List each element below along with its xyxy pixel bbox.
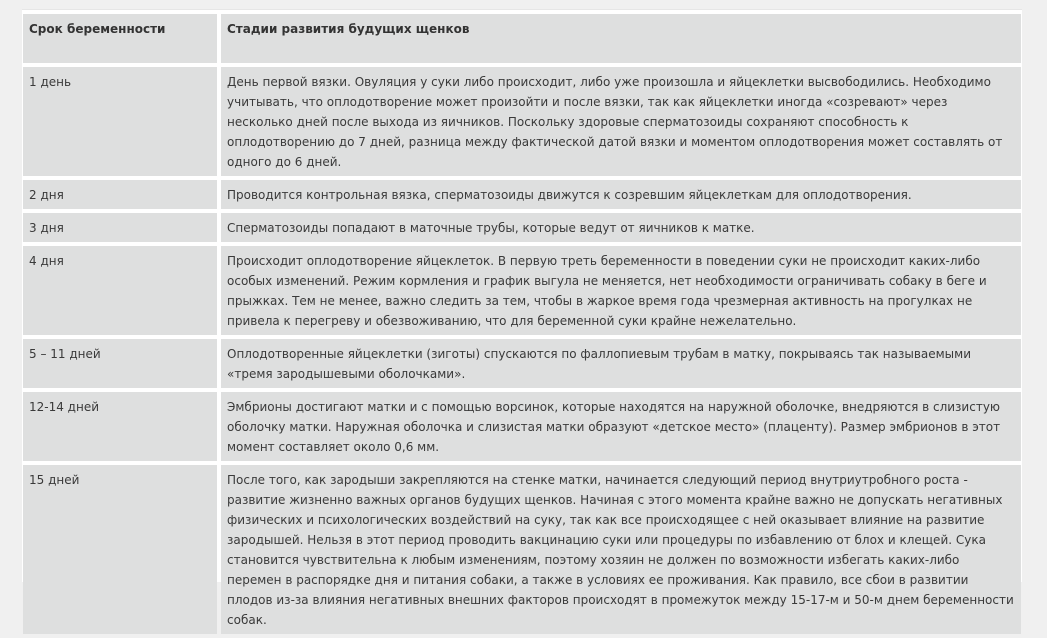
table-row	[23, 180, 1021, 209]
stage-cell: День первой вязки. Овуляция у суки либо происходит, либо уже произошла и яйцеклетки высвободились. Необходимо учитывать, что оплодотворение может произойти и после вязки, так как яйцеклетки иногда «созревают» через несколько дней после выхода из яичников. Поскольку здоровые сперматозоиды сохраняют способность к оплодотворению до 7 дней, разница между фактической датой вязки и моментом оплодотворения может составлять от одного до 6 дней.	[221, 67, 1021, 176]
table-row	[23, 465, 1021, 634]
term-cell: 12-14 дней	[23, 392, 217, 461]
table-row	[23, 246, 1021, 335]
stage-cell: Проводится контрольная вязка, сперматозоиды движутся к созревшим яйцеклеткам для оплодотворения.	[221, 180, 1021, 209]
table-header-row	[23, 14, 1021, 63]
term-cell: 2 дня	[23, 180, 217, 209]
stage-cell: Эмбрионы достигают матки и с помощью ворсинок, которые находятся на наружной оболочке, внедряются в слизистую оболочку матки. Наружная оболочка и слизистая матки образуют «детское место» (плаценту). Размер эмбрионов в этот момент составляет около 0,6 мм.	[221, 392, 1021, 461]
term-cell: 1 день	[23, 67, 217, 176]
table-row	[23, 213, 1021, 242]
pregnancy-table-frame	[22, 9, 1022, 627]
stage-cell: Сперматозоиды попадают в маточные трубы, которые ведут от яичников к матке.	[221, 213, 1021, 242]
header-stage: Стадии развития будущих щенков	[221, 14, 1021, 63]
stage-cell: Происходит оплодотворение яйцеклеток. В первую треть беременности в поведении суки не происходит каких-либо особых изменений. Режим кормления и график выгула не меняется, нет необходимости ограничивать собаку в беге и прыжках. Тем не менее, важно следить за тем, чтобы в жаркое время года чрезмерная активность на прогулках не привела к перегреву и обезвоживанию, что для беременной суки крайне нежелательно.	[221, 246, 1021, 335]
stage-cell: Оплодотворенные яйцеклетки (зиготы) спускаются по фаллопиевым трубам в матку, покрываясь так называемыми «тремя зародышевыми оболочками».	[221, 339, 1021, 388]
stage-cell: После того, как зародыши закрепляются на стенке матки, начинается следующий период внутриутробного роста - развитие жизненно важных органов будущих щенков. Начиная с этого момента крайне важно не допускать негативных физических и психологических воздействий на суку, так как все происходящее с ней оказывает влияние на развитие зародышей. Нельзя в этот период проводить вакцинацию суки или процедуры по избавлению от блох и клещей. Сука становится чувствительна к любым изменениям, поэтому хозяин не должен по возможности избегать каких-либо перемен в распорядке дня и питания собаки, а также в условиях ее проживания. Как правило, все сбои в развитии плодов из-за влияния негативных внешних факторов происходят в промежуток между 15-17-м и 50-м днем беременности собак.	[221, 465, 1021, 634]
term-cell: 15 дней	[23, 465, 217, 634]
pregnancy-stages-table	[19, 10, 1025, 638]
term-cell: 4 дня	[23, 246, 217, 335]
table-row	[23, 339, 1021, 388]
table-row	[23, 67, 1021, 176]
table-row	[23, 392, 1021, 461]
term-cell: 3 дня	[23, 213, 217, 242]
header-term: Срок беременности	[23, 14, 217, 63]
term-cell: 5 – 11 дней	[23, 339, 217, 388]
